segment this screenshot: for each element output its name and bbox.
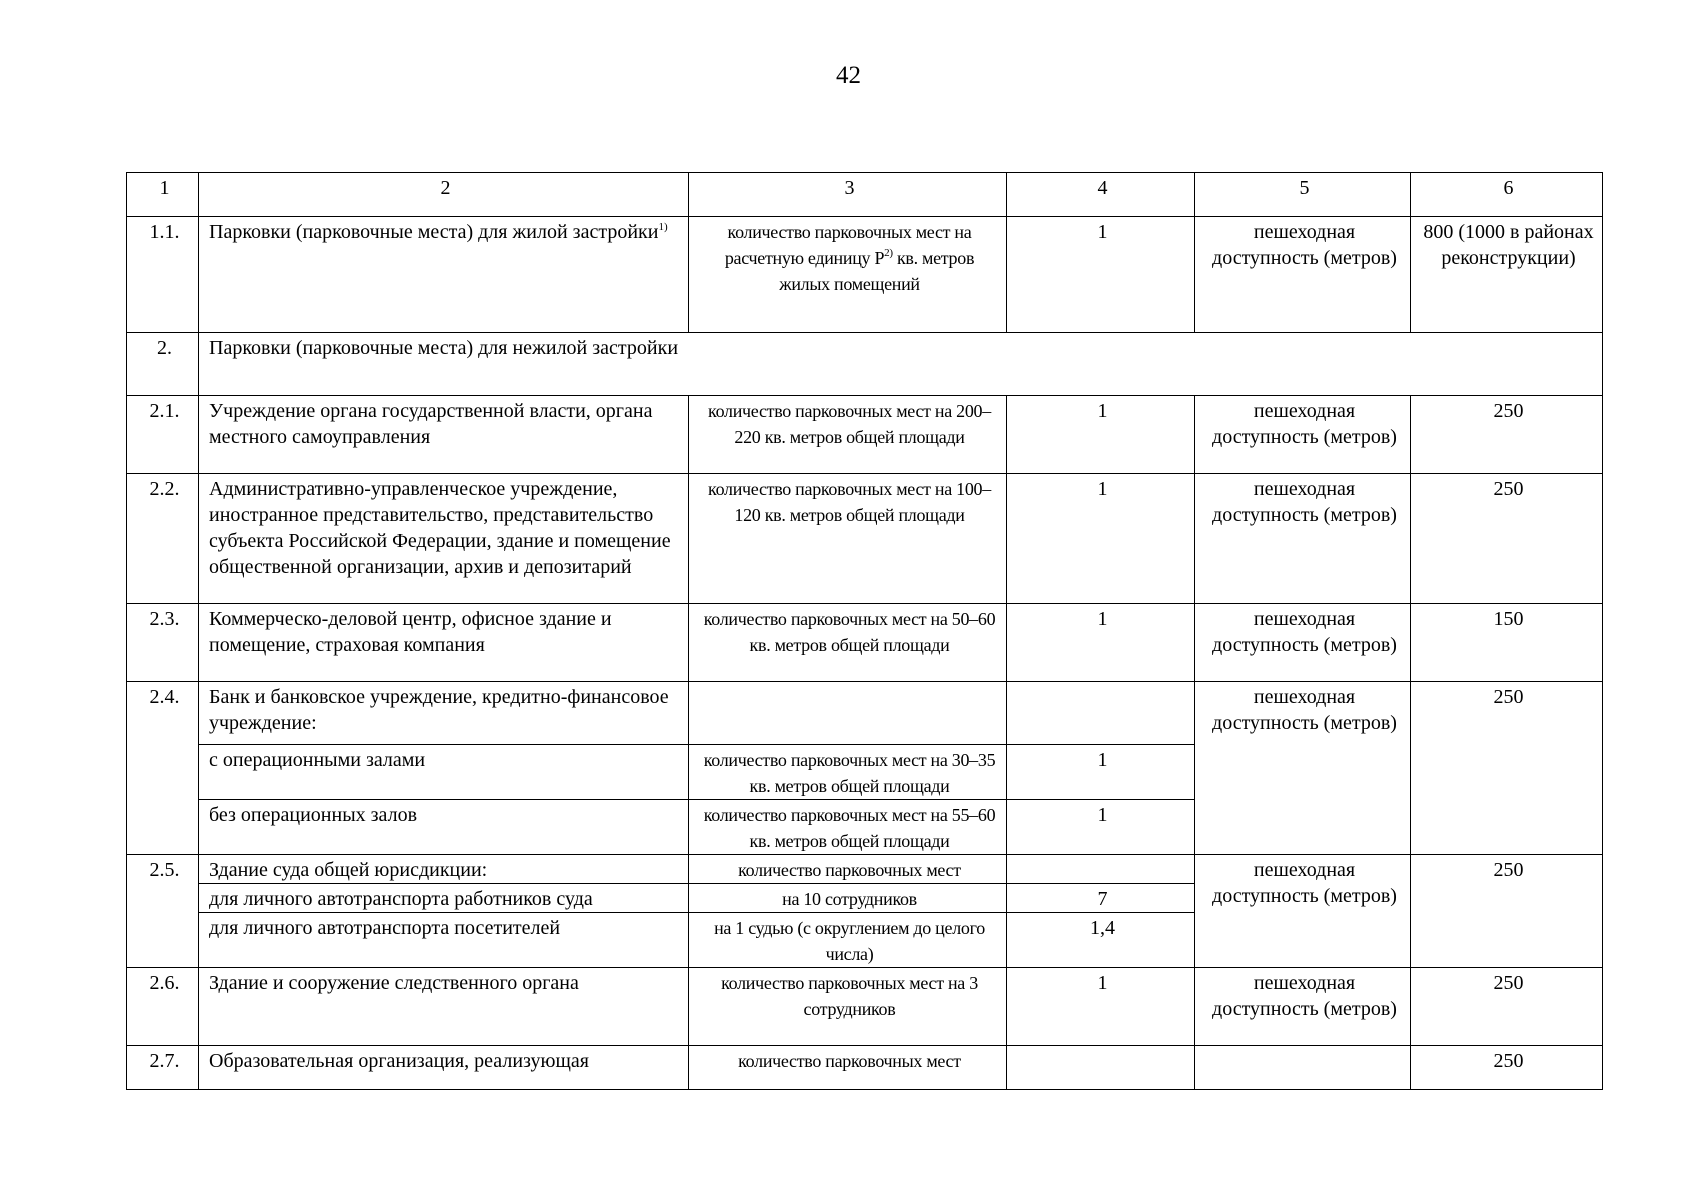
table-row [127, 968, 1603, 1046]
access-cell: пешеходная доступность (метров) [1195, 474, 1411, 604]
unit-cell: количество парковочных мест на 200–220 кв. метров общей площади [689, 396, 1007, 474]
table-row [127, 396, 1603, 474]
header-cell-5: 5 [1195, 173, 1411, 217]
object-name: Учреждение органа государственной власти, органа местного самоуправления [199, 396, 689, 474]
value-cell: 7 [1007, 884, 1195, 913]
access-cell: пешеходная доступность (метров) [1195, 968, 1411, 1046]
distance-cell: 250 [1411, 474, 1603, 604]
object-name: Административно-управленческое учреждение, иностранное представительство, представительство субъекта Российской Федерации, здание и помещение общественной организации, архив и депозитарий [199, 474, 689, 604]
access-cell [1195, 1046, 1411, 1090]
object-name-text: Парковки (парковочные места) для жилой застройки [209, 221, 659, 243]
object-name: Банк и банковское учреждение, кредитно-финансовое учреждение: [199, 682, 689, 745]
sub-object-name: с операционными залами [199, 745, 689, 800]
header-cell-4: 4 [1007, 173, 1195, 217]
sub-object-name: для личного автотранспорта работников суда [199, 884, 689, 913]
access-cell: пешеходная доступность (метров) [1195, 396, 1411, 474]
access-cell: пешеходная доступность (метров) [1195, 855, 1411, 968]
value-cell [1007, 682, 1195, 745]
unit-cell: количество парковочных мест [689, 855, 1007, 884]
distance-cell: 800 (1000 в районах реконструкции) [1411, 217, 1603, 333]
distance-cell: 150 [1411, 604, 1603, 682]
unit-cell: количество парковочных мест на 50–60 кв. метров общей площади [689, 604, 1007, 682]
access-cell: пешеходная доступность (метров) [1195, 604, 1411, 682]
row-number: 2. [127, 333, 199, 396]
value-cell: 1 [1007, 604, 1195, 682]
footnote-mark: 1) [658, 221, 668, 233]
distance-cell: 250 [1411, 682, 1603, 855]
header-cell-3: 3 [689, 173, 1007, 217]
unit-cell [689, 217, 1007, 333]
unit-cell: количество парковочных мест на 3 сотрудников [689, 968, 1007, 1046]
unit-cell: на 1 судью (с округлением до целого числа) [689, 913, 1007, 968]
value-cell: 1 [1007, 800, 1195, 855]
unit-cell: количество парковочных мест на 55–60 кв. метров общей площади [689, 800, 1007, 855]
value-cell: 1 [1007, 217, 1195, 333]
header-cell-2: 2 [199, 173, 689, 217]
object-name: Здание и сооружение следственного органа [199, 968, 689, 1046]
row-number: 2.3. [127, 604, 199, 682]
sub-object-name: без операционных залов [199, 800, 689, 855]
parking-norms-table [126, 172, 1603, 1090]
row-number: 2.1. [127, 396, 199, 474]
object-name: Коммерческо-деловой центр, офисное здание и помещение, страховая компания [199, 604, 689, 682]
row-number: 2.5. [127, 855, 199, 968]
value-cell: 1,4 [1007, 913, 1195, 968]
unit-cell: количество парковочных мест [689, 1046, 1007, 1090]
distance-cell: 250 [1411, 1046, 1603, 1090]
access-cell: пешеходная доступность (метров) [1195, 217, 1411, 333]
table-row [127, 855, 1603, 884]
unit-cell: на 10 сотрудников [689, 884, 1007, 913]
value-cell [1007, 1046, 1195, 1090]
unit-text-a: количество парковочных мест на расчетную единицу Р [724, 222, 972, 268]
header-cell-1: 1 [127, 173, 199, 217]
value-cell: 1 [1007, 968, 1195, 1046]
table-section-row [127, 333, 1603, 396]
row-number: 2.6. [127, 968, 199, 1046]
table-row [127, 604, 1603, 682]
object-name: Здание суда общей юрисдикции: [199, 855, 689, 884]
distance-cell: 250 [1411, 855, 1603, 968]
footnote-mark: 2) [884, 247, 893, 259]
unit-cell [689, 682, 1007, 745]
distance-cell: 250 [1411, 968, 1603, 1046]
value-cell: 1 [1007, 745, 1195, 800]
value-cell: 1 [1007, 474, 1195, 604]
object-name [199, 217, 689, 333]
value-cell: 1 [1007, 396, 1195, 474]
unit-cell: количество парковочных мест на 100–120 кв. метров общей площади [689, 474, 1007, 604]
row-number: 2.2. [127, 474, 199, 604]
row-number: 2.4. [127, 682, 199, 855]
object-name: Образовательная организация, реализующая [199, 1046, 689, 1090]
row-number: 2.7. [127, 1046, 199, 1090]
page-number: 42 [836, 62, 861, 89]
unit-text-b: кв. метров жилых помещений [779, 248, 975, 294]
table-row [127, 682, 1603, 745]
value-cell [1007, 855, 1195, 884]
table-row [127, 217, 1603, 333]
section-title: Парковки (парковочные места) для нежилой застройки [199, 333, 1603, 396]
distance-cell: 250 [1411, 396, 1603, 474]
access-cell: пешеходная доступность (метров) [1195, 682, 1411, 855]
header-cell-6: 6 [1411, 173, 1603, 217]
table-row [127, 474, 1603, 604]
unit-cell: количество парковочных мест на 30–35 кв. метров общей площади [689, 745, 1007, 800]
sub-object-name: для личного автотранспорта посетителей [199, 913, 689, 968]
table-row [127, 1046, 1603, 1090]
table-header-row [127, 173, 1603, 217]
row-number: 1.1. [127, 217, 199, 333]
